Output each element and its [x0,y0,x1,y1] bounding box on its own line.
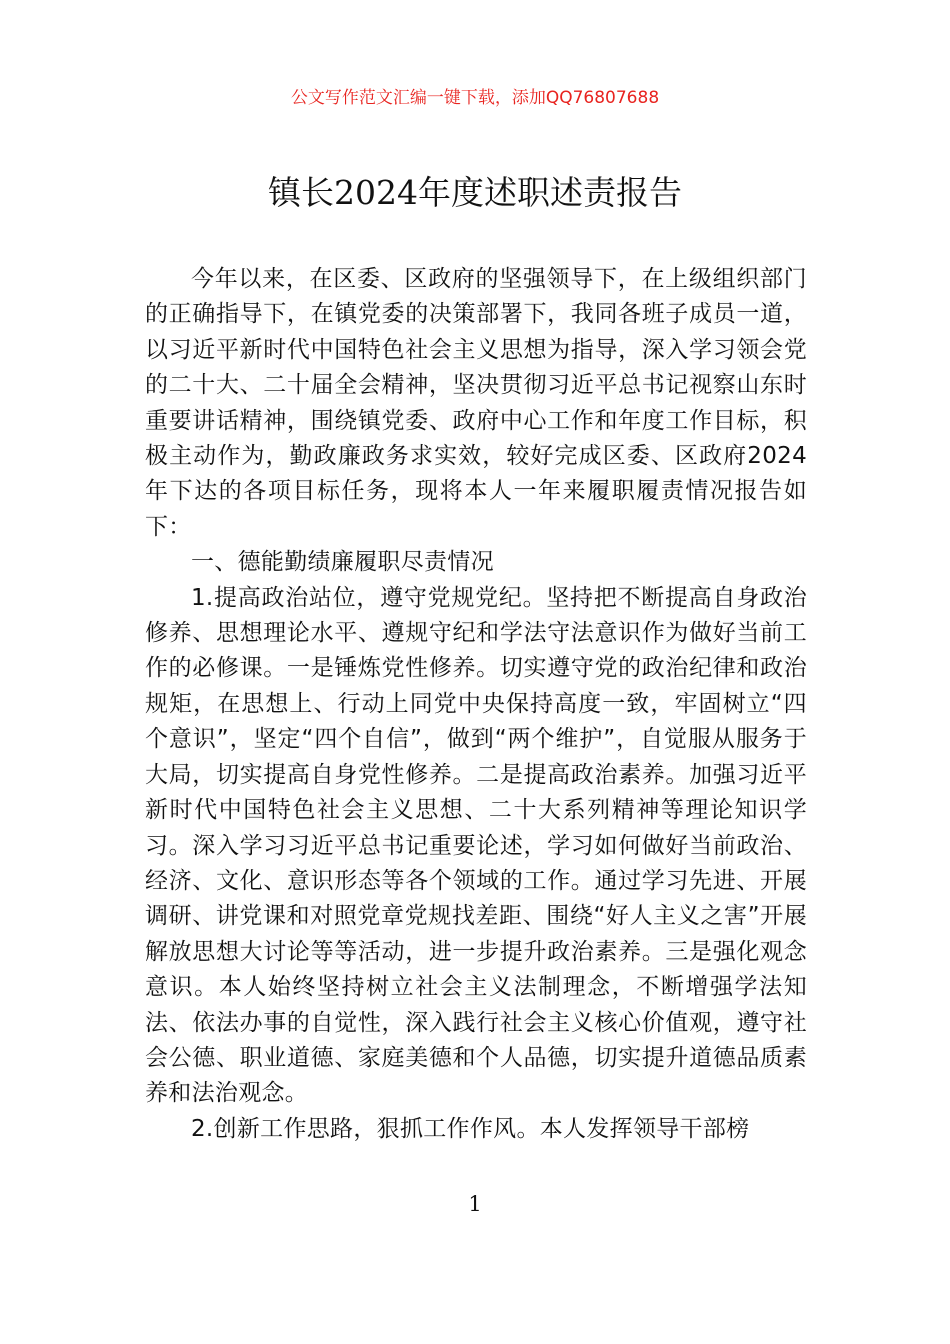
paragraph-intro: 今年以来，在区委、区政府的坚强领导下，在上级组织部门的正确指导下，在镇党委的决策部署下，我同各班子成员一道，以习近平新时代中国特色社会主义思想为指导，深入学习领会党的二十大、二十届全会精神，坚决贯彻习近平总书记视察山东时重要讲话精神，围绕镇党委、政府中心工作和年度工作目标，积极主动作为，勤政廉政务求实效，较好完成区委、区政府2024年下达的各项目标任务，现将本人一年来履职履责情况报告如下： [145,266,807,540]
document-title: 镇长2024年度述职述责报告 [268,173,682,212]
download-banner: 公文写作范文汇编一键下载，添加QQ76807688 [290,88,660,108]
page-number: 1 [468,1192,482,1216]
section-heading-1: 一、德能勤绩廉履职尽责情况 [191,549,494,576]
paragraph-item-2: 2.创新工作思路，狠抓工作作风。本人发挥领导干部榜 [191,1115,750,1142]
document-body [145,262,807,1147]
paragraph-item-1: 1.提高政治站位，遵守党规党纪。坚持把不断提高自身政治修养、思想理论水平、遵规守纪和学法守法意识作为做好当前工作的必修课。一是锤炼党性修养。切实遵守党的政治纪律和政治规矩，在思想上、行动上同党中央保持高度一致，牢固树立“四个意识”，坚定“四个自信”，做到“两个维护”，自觉服从服务于大局，切实提高自身党性修养。二是提高政治素养。加强习近平新时代中国特色社会主义思想、二十大系列精神等理论知识学习。深入学习习近平总书记重要论述，学习如何做好当前政治、经济、文化、意识形态等各个领域的工作。通过学习先进、开展调研、讲党课和对照党章党规找差距、围绕“好人主义之害”开展解放思想大讨论等等活动，进一步提升政治素养。三是强化观念意识。本人始终坚持树立社会主义法制理念，不断增强学法知法、依法办事的自觉性，深入践行社会主义核心价值观，遵守社会公德、职业道德、家庭美德和个人品德，切实提升道德品质素养和法治观念。 [145,584,807,1107]
